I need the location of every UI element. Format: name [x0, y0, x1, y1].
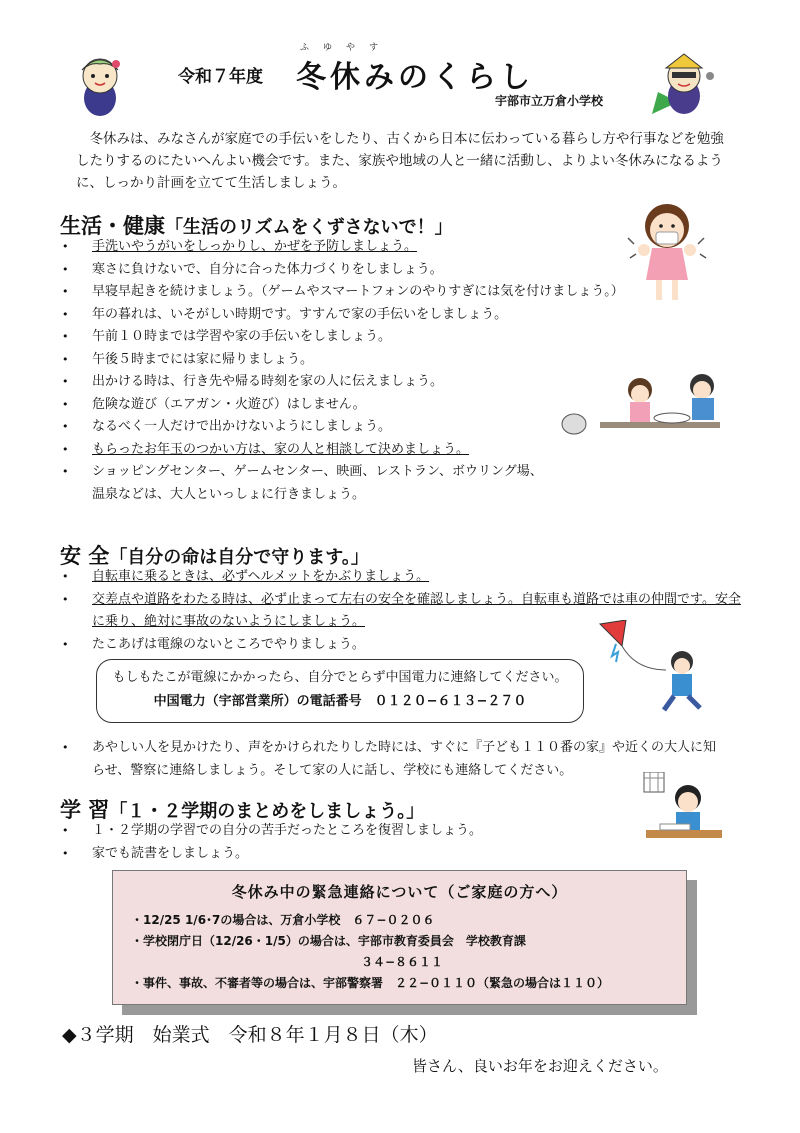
life-list — [62, 236, 662, 506]
section-slogan-study: 「１・２学期のまとめをしましょう。」 — [109, 801, 425, 822]
emergency-line-police: ・事件、事故、不審者等の場合は、宇部警察署 ２２−０１１０（緊急の場合は１１０） — [131, 976, 610, 990]
power-company-phone: 中国電力（宇部営業所）の電話番号 ０１２０−６１３−２７０ — [153, 694, 527, 709]
school-name: 宇部市立万倉小学校 — [495, 94, 604, 108]
intro-paragraph: 冬休みは、みなさんが家庭での手伝いをしたり、古くから日本に伝わっている暮らし方や行事などを勉強したりするのにたいへんよい機会です。また、家族や地域の人と一緒に活動し、よりよい冬休みになるように、しっかり計画を立てて生活しましょう。 — [76, 131, 724, 191]
list-item: • あやしい人を見かけたり、声をかけられたりした時には、すぐに『子ども１１０番の家』や近くの大人に知らせ、警察に連絡しましょう。そして家の人に話し、学校にも連絡してください。 — [62, 737, 722, 782]
kite-boy-illustration — [596, 620, 716, 720]
title-ruby: ふゆやす — [300, 43, 393, 53]
studying-boy-illustration — [640, 772, 726, 854]
kite-notice-text: もしもたこが電線にかかったら、自分でとらず中国電力に連絡してください。 — [112, 670, 568, 685]
list-item: • 早寝早起きを続けましょう。（ゲームやスマートフォンのやりすぎには気を付けましょう。） — [62, 281, 742, 304]
emergency-title: 冬休み中の緊急連絡について（ご家庭の方へ） — [231, 883, 568, 901]
section-label-study: 学 習 — [60, 798, 110, 822]
suspicious-list — [62, 737, 722, 782]
kite-notice-box — [96, 659, 584, 723]
list-item: • 出かける時は、行き先や帰る時刻を家の人に伝えましょう。 — [62, 371, 662, 394]
list-item: • もらったお年玉のつかい方は、家の人と相談して決めましょう。 — [62, 439, 662, 462]
list-item: • 自転車に乗るときは、必ずヘルメットをかぶりましょう。 — [62, 566, 742, 589]
children-helping-illustration — [560, 372, 730, 442]
mascot-right-illustration — [648, 52, 718, 118]
section-slogan-safety: 「自分の命は自分で守ります。」 — [109, 547, 369, 568]
girl-handwashing-illustration — [622, 198, 712, 308]
list-item: • 寒さに負けないで、自分に合った体力づくりをしましょう。 — [62, 259, 662, 282]
list-item: • 家でも読書をしましょう。 — [62, 843, 622, 866]
emergency-line-board-phone: ３４−８６１１ — [361, 955, 444, 969]
list-item: • 交差点や道路をわたる時は、必ず止まって左右の安全を確認しましょう。自転車も道路では車の仲間です。安全に乗り、絶対に事故のないようにしましょう。 — [62, 589, 742, 634]
list-item: • 危険な遊び（エアガン・火遊び）はしません。 — [62, 394, 662, 417]
list-item: • たこあげは電線のないところでやりましょう。 — [62, 634, 742, 657]
list-item: • ショッピングセンター、ゲームセンター、映画、レストラン、ボウリング場、温泉などは、大人といっしょに行きましょう。 — [62, 461, 552, 506]
emergency-contact-box — [112, 870, 687, 1005]
title-prefix: 令和７年度 — [178, 67, 263, 87]
list-item: • 午後５時までには家に帰りましょう。 — [62, 349, 662, 372]
section-slogan-life: 「生活のリズムをくずさないで！」 — [165, 217, 453, 238]
list-item: • 年の暮れは、いそがしい時期です。すすんで家の手伝いをしましょう。 — [62, 304, 662, 327]
section-label-life: 生活・健康 — [60, 214, 165, 238]
list-item: • １・２学期の学習での自分の苦手だったところを復習しましょう。 — [62, 820, 622, 843]
emergency-line-school: ・12/25 1/6･7の場合は、万倉小学校 ６７−０２０６ — [131, 913, 435, 927]
section-label-safety: 安 全 — [60, 544, 110, 568]
third-term-start-date: ◆３学期 始業式 令和８年１月８日（木） — [62, 1024, 438, 1046]
mascot-left-illustration — [70, 52, 130, 118]
emergency-line-board: ・学校閉庁日（12/26・1/5）の場合は、宇部市教育委員会 学校教育課 — [131, 934, 526, 948]
list-item: • なるべく一人だけで出かけないようにしましょう。 — [62, 416, 662, 439]
closing-message: 皆さん、良いお年をお迎えください。 — [412, 1057, 668, 1075]
list-item: • 手洗いやうがいをしっかりし、かぜを予防しましょう。 — [62, 236, 662, 259]
study-list — [62, 820, 622, 865]
list-item: • 午前１０時までは学習や家の手伝いをしましょう。 — [62, 326, 662, 349]
page-title: 冬休みのくらし — [296, 60, 534, 95]
